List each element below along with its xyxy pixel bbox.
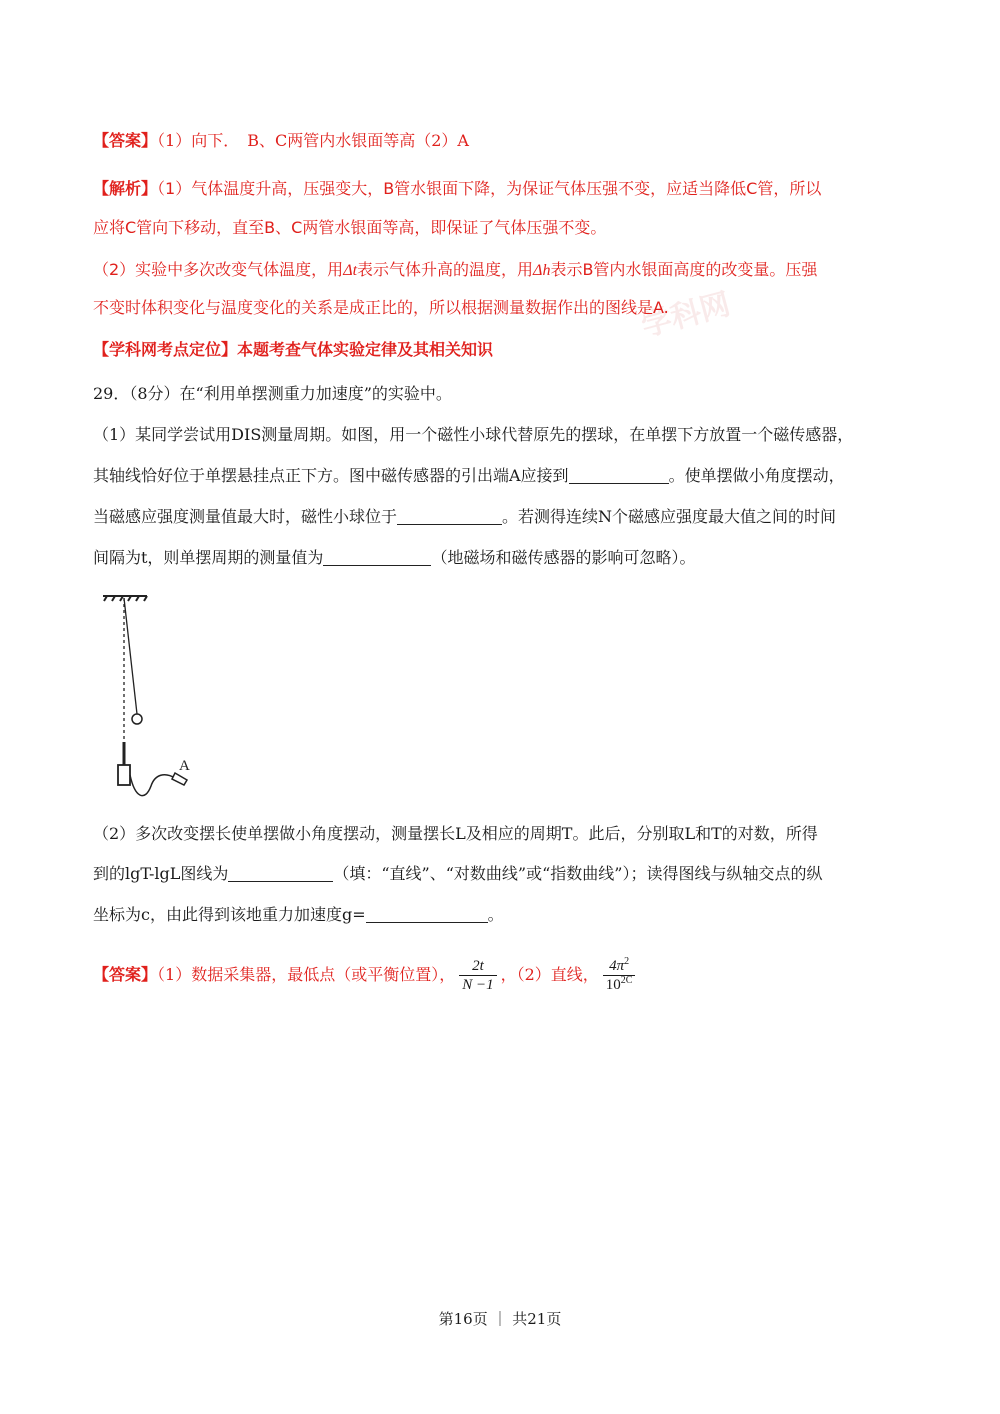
blank-1 [569,465,669,484]
q29-p2-line2: 到的lgT-lgL图线为 （填：“直线”、“对数曲线”或“指数曲线”）；读得图线与纵轴交点的纵 [93,864,823,883]
blank-2 [397,506,502,525]
answer-line-1 [93,129,908,153]
figure-label-a: A [179,758,190,774]
watermark: 学科网 [637,286,734,344]
q29-p1-line3: 当磁感应强度测量值最大时，磁性小球位于 。若测得连续N个磁感应强度最大值之间的时间 [93,507,837,526]
analysis-line-3: （2）实验中多次改变气体温度，用Δt表示气体升高的温度，用Δh表示B管内水银面高度的改变量。压强 [93,260,818,279]
pendulum-string [124,598,137,714]
blank-4 [228,863,333,882]
kaodian-line [93,338,908,362]
kaodian-text: 本题考查气体实验定律及其相关知识 [237,340,494,359]
ceiling-support [103,596,147,601]
answer-29-tag: 【答案】 [93,965,158,984]
q29-p1-line1: （1）某同学尝试用DIS测量周期。如图，用一个磁性小球代替原先的摆球，在单摆下方放置一个磁传感器， [93,425,854,444]
answer-29-line: 【答案】（1）数据采集器，最低点（或平衡位置）， $\frac{2t}{N -1}$ ，（2）直线， $\frac{4\pi^2}{10^{2C}}$ [93,950,908,1000]
delta-h: Δh [533,262,551,279]
fraction-4pi2-over-10-2c: $\frac{4\pi^2}{10^{2C}}$ [603,957,636,994]
sensor-cable [130,775,175,796]
analysis-line-2: 应将C管向下移动，直至B、C两管水银面等高，即保证了气体压强不变。 [93,218,607,237]
blank-5 [366,904,488,923]
fraction-2t-over-n-1: $\frac{2t}{N -1}$ [459,957,496,994]
page-footer: 第16页 ｜ 共21页 [438,1310,562,1328]
analysis-tag: 【解析】 [93,179,158,198]
blank-3 [323,547,431,566]
analysis-line-4: 不变时体积变化与温度变化的关系是成正比的，所以根据测量数据作出的图线是A. [93,298,669,317]
kaodian-tag: 【学科网考点定位】 [93,340,238,359]
answer-text: （1）向下． B、C两管内水银面等高（2）A [157,131,469,150]
question-29-title: 29．（8分）在“利用单摆测重力加速度”的实验中。 [93,384,452,403]
analysis-line-1: 【解析】（1）气体温度升高，压强变大，B管水银面下降，为保证气体压强不变，应适当降低C管，所以 [93,179,822,198]
magnetic-sensor [118,765,130,785]
connector-plug [172,773,187,785]
answer-tag: 【答案】 [93,131,158,150]
q29-p2-line3: 坐标为c，由此得到该地重力加速度g= 。 [93,905,504,924]
q29-p1-line4: 间隔为t，则单摆周期的测量值为 （地磁场和磁传感器的影响可忽略）。 [93,548,696,567]
delta-t: Δt [343,262,358,279]
pendulum-figure [95,590,215,805]
q29-p2-line1: （2）多次改变摆长使单摆做小角度摆动，测量摆长L及相应的周期T。此后，分别取L和T的对数，所得 [93,824,818,843]
magnetic-ball [132,714,142,724]
q29-p1-line2: 其轴线恰好位于单摆悬挂点正下方。图中磁传感器的引出端A应接到 。使单摆做小角度摆动， [93,466,845,485]
